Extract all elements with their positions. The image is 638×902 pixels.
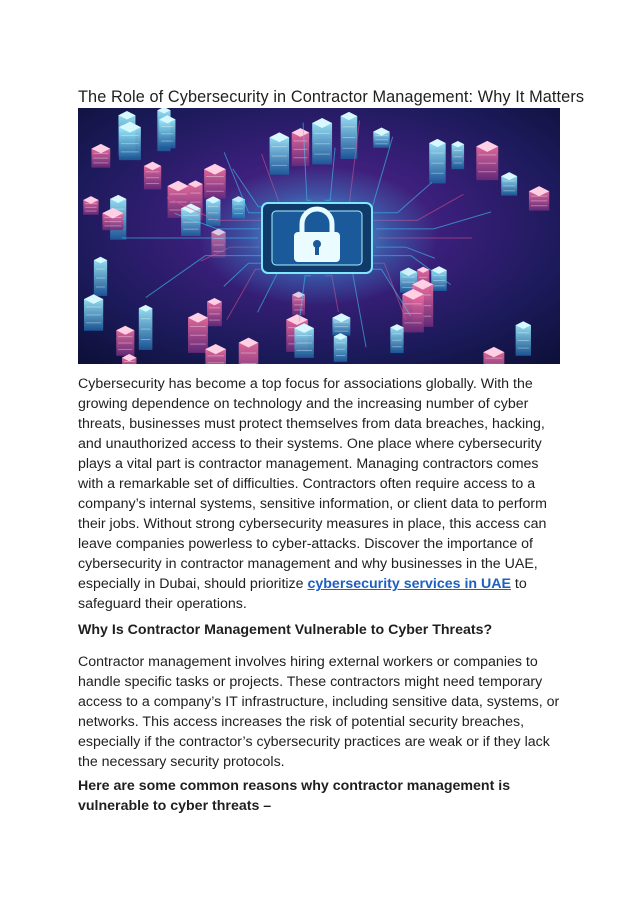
server-tower [292, 128, 310, 166]
server-tower [159, 115, 175, 148]
cybersecurity-services-link[interactable]: cybersecurity services in UAE [307, 576, 511, 592]
cyber-lock-illustration [78, 108, 560, 364]
server-tower [390, 324, 403, 353]
server-tower [83, 196, 98, 215]
server-tower [402, 289, 423, 332]
list-heading: Here are some common reasons why contractor management is vulnerable to cyber threats – [78, 778, 511, 814]
server-tower [476, 141, 498, 180]
intro-text-end: to safeguard their operations. [78, 576, 527, 612]
server-tower [312, 118, 332, 164]
server-tower [431, 266, 446, 291]
server-tower [529, 186, 549, 210]
server-tower [429, 139, 445, 184]
server-tower [501, 172, 517, 195]
server-tower [334, 333, 347, 362]
hero-image [78, 108, 560, 364]
server-tower [204, 164, 226, 199]
server-tower [139, 305, 153, 350]
server-tower [373, 127, 389, 147]
server-tower [91, 144, 110, 168]
server-tower [294, 323, 313, 358]
intro-text-start: Cybersecurity has become a top focus for associations globally. With the growing dependence on technology and the increasing number of cyber threats, businesses must protect themselves from data breaches, hacking, and unauthorized access to their systems. One place where cybersecurity plays a vital part is contractor management. Managing contractors comes with a remarkable set of difficulties. Contractors often require access to a company’s internal systems, sensitive information, or client data to perform their jobs. Without strong cybersecurity measures in place, this access can leave companies powerless to cyber-attacks. Discover the importance of cybersecurity in contractor management and why businesses in the UAE, especially in Dubai, should prioritize [78, 376, 547, 592]
server-tower [116, 326, 134, 356]
intro-paragraph [78, 374, 566, 614]
server-tower [341, 112, 358, 159]
server-tower [270, 132, 290, 174]
server-tower [188, 313, 208, 353]
server-tower [94, 257, 107, 296]
server-tower [84, 294, 103, 330]
section-heading: Why Is Contractor Management Vulnerable to Cyber Threats? [78, 622, 493, 638]
section-paragraph: Contractor management involves hiring external workers or companies to handle specific tasks or projects. These contractors might need temporary access to a company’s IT infrastructure, including sensitive data, systems, or networks. This access increases the risk of potential security breaches, especially if the contractor’s cybersecurity practices are weak or if they lack the necessary security protocols. [78, 654, 560, 770]
server-tower [239, 338, 259, 364]
server-tower [119, 122, 141, 161]
server-tower [332, 313, 350, 335]
server-tower [516, 321, 531, 356]
page-title: The Role of Cybersecurity in Contractor Management: Why It Matters [78, 87, 585, 106]
server-tower [207, 298, 222, 326]
server-tower [452, 141, 465, 169]
server-tower [144, 162, 161, 190]
